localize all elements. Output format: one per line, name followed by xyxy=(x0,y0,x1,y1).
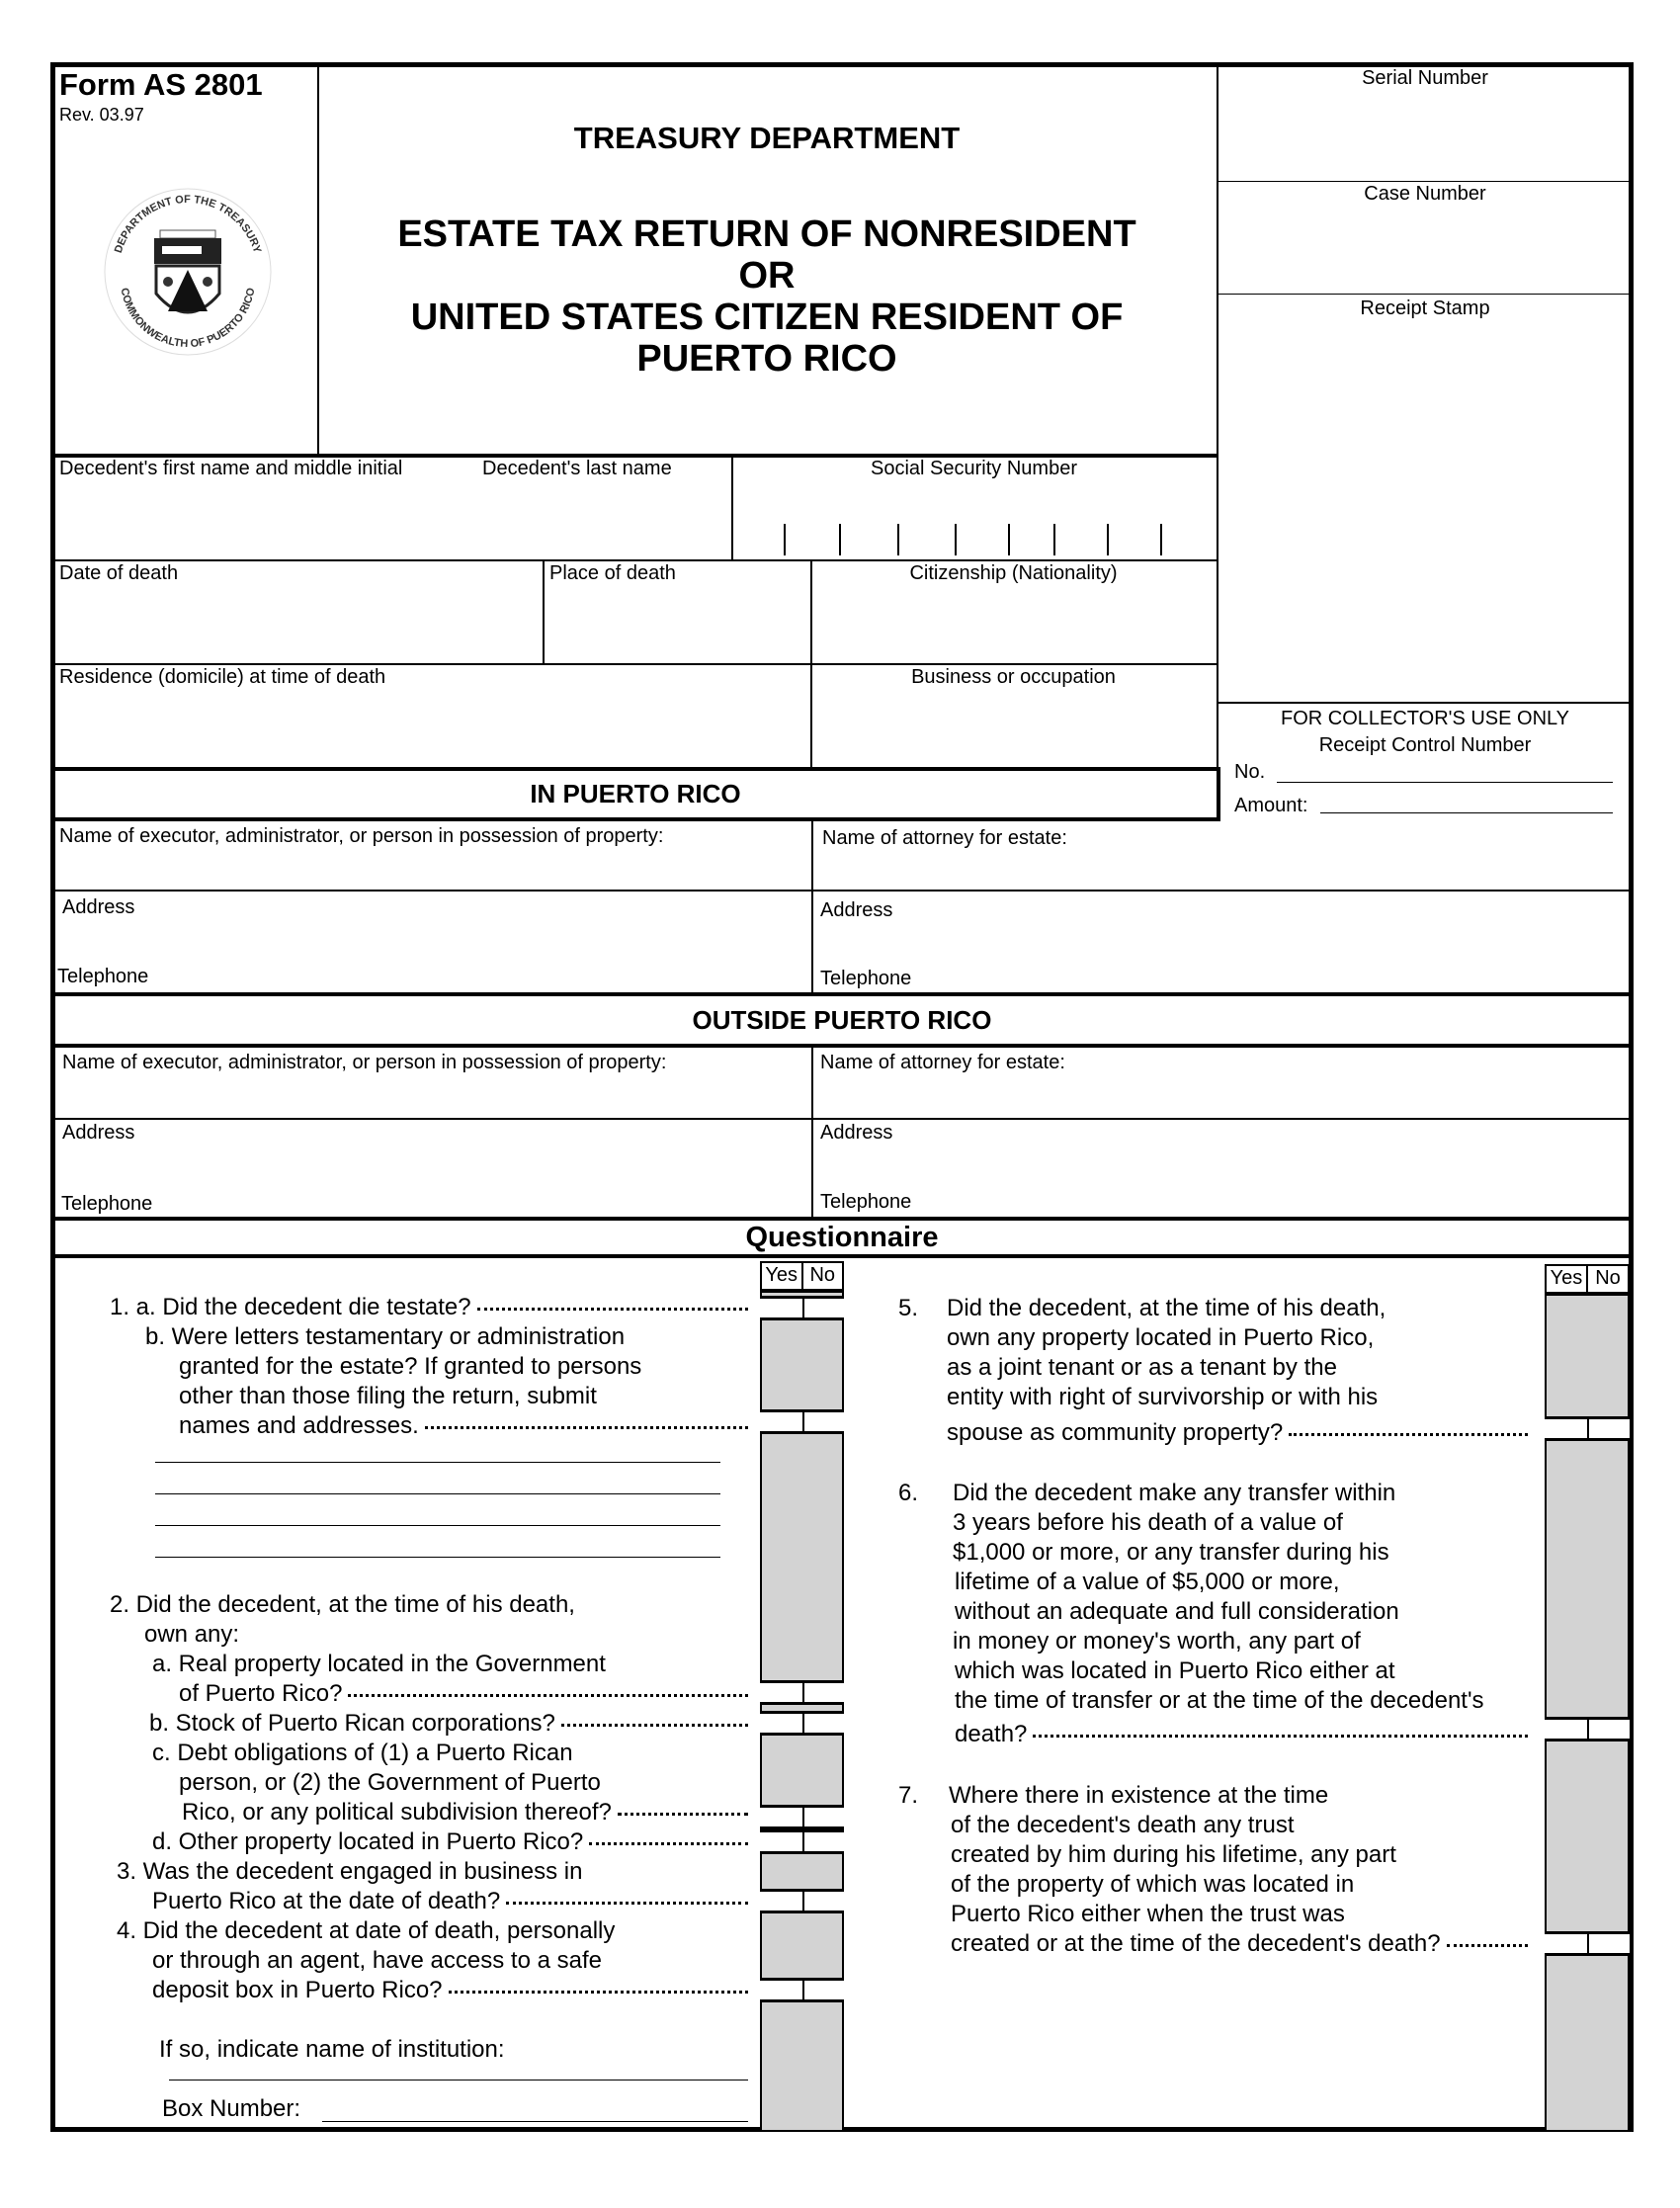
box-number-field[interactable] xyxy=(322,2121,748,2122)
form-title xyxy=(317,213,1217,380)
question-7: Where there in existence at the time xyxy=(949,1782,1329,1809)
outside-attorney-label: Name of attorney for estate: xyxy=(820,1052,1065,1073)
date-of-death-label: Date of death xyxy=(59,562,179,584)
question-1a: 1. a. Did the decedent die testate? xyxy=(110,1293,748,1322)
question-4: 4. Did the decedent at date of death, personally xyxy=(117,1917,616,1944)
question-1b: b. Were letters testamentary or administration xyxy=(145,1323,626,1350)
question-7: of the property of which was located in xyxy=(951,1871,1355,1898)
outside-executor-telephone-label: Telephone xyxy=(61,1193,153,1215)
amount-field[interactable] xyxy=(1320,812,1613,813)
names-addresses-line[interactable] xyxy=(155,1462,720,1463)
question-2c: person, or (2) the Government of Puerto xyxy=(179,1769,601,1796)
title-line: OR xyxy=(738,255,796,297)
question-4: deposit box in Puerto Rico? xyxy=(152,1976,748,2005)
question-6: without an adequate and full consideration xyxy=(955,1598,1399,1625)
left-yes-no-header xyxy=(760,1261,844,1293)
outside-executor-name-field[interactable] xyxy=(55,1077,808,1116)
question-3: Puerto Rico at the date of death? xyxy=(152,1887,748,1916)
box-number-label: Box Number: xyxy=(162,2095,301,2122)
q6-yes-no-checkbox[interactable] xyxy=(1545,1717,1630,1741)
first-name-label: Decedent's first name and middle initial xyxy=(59,458,403,479)
q5-yes-no-checkbox[interactable] xyxy=(1545,1416,1630,1441)
form-revision: Rev. 03.97 xyxy=(59,105,144,125)
names-addresses-line[interactable] xyxy=(155,1557,720,1558)
citizenship-field[interactable] xyxy=(813,587,1215,660)
question-2: 2. Did the decedent, at the time of his death, xyxy=(110,1591,575,1618)
right-yes-no-header xyxy=(1545,1264,1630,1296)
department-name: TREASURY DEPARTMENT xyxy=(573,121,961,155)
form-number: Form AS 2801 xyxy=(59,67,263,102)
question-7: created by him during his lifetime, any part xyxy=(951,1841,1396,1868)
questionnaire-header xyxy=(50,1217,1634,1258)
decedent-name-field[interactable] xyxy=(55,484,729,557)
serial-number-field[interactable] xyxy=(1218,91,1632,178)
institution-label: If so, indicate name of institution: xyxy=(159,2036,505,2063)
outside-attorney-telephone-label: Telephone xyxy=(820,1191,912,1213)
occupation-field[interactable] xyxy=(813,692,1215,763)
divider xyxy=(811,819,813,992)
citizenship-label: Citizenship (Nationality) xyxy=(909,562,1118,584)
question-3: 3. Was the decedent engaged in business in xyxy=(117,1858,583,1885)
question-2b: b. Stock of Puerto Rican corporations? xyxy=(149,1709,748,1739)
in-puerto-rico-header xyxy=(50,767,1220,821)
receipt-stamp-label: Receipt Stamp xyxy=(1360,297,1490,319)
date-of-death-field[interactable] xyxy=(55,587,540,660)
outside-attorney-name-field[interactable] xyxy=(814,1077,1631,1116)
attorney-address-field[interactable] xyxy=(814,923,1631,963)
question-5: own any property located in Puerto Rico, xyxy=(947,1324,1375,1351)
title-line: PUERTO RICO xyxy=(636,338,897,380)
residence-label: Residence (domicile) at time of death xyxy=(59,666,386,688)
q3-yes-no-checkbox[interactable] xyxy=(760,1889,844,1913)
executor-address-field[interactable] xyxy=(55,921,808,961)
outside-attorney-address-label: Address xyxy=(820,1122,893,1144)
no-label: No xyxy=(801,1263,843,1289)
section-title: IN PUERTO RICO xyxy=(530,779,741,808)
question-2d: d. Other property located in Puerto Rico? xyxy=(152,1827,748,1857)
treasury-seal-logo xyxy=(99,183,277,361)
question-5: Did the decedent, at the time of his death, xyxy=(947,1295,1386,1321)
outside-puerto-rico-header xyxy=(50,992,1634,1048)
names-addresses-line[interactable] xyxy=(155,1493,720,1494)
receipt-stamp-area xyxy=(1218,322,1632,698)
seal-top-text: DEPARTMENT OF THE TREASURY xyxy=(112,193,264,255)
question-5-number: 5. xyxy=(898,1295,919,1321)
divider xyxy=(50,1118,1634,1120)
outside-executor-address-field[interactable] xyxy=(55,1146,808,1188)
occupation-label: Business or occupation xyxy=(911,666,1116,688)
section-title: OUTSIDE PUERTO RICO xyxy=(692,1005,992,1035)
place-of-death-label: Place of death xyxy=(549,562,676,584)
question-2c: c. Debt obligations of (1) a Puerto Rican xyxy=(152,1740,573,1766)
question-5: as a joint tenant or as a tenant by the xyxy=(947,1354,1337,1381)
institution-name-field[interactable] xyxy=(169,2080,748,2081)
names-addresses-line[interactable] xyxy=(155,1525,720,1526)
executor-address-label: Address xyxy=(62,896,135,918)
executor-label: Name of executor, administrator, or person in possession of property: xyxy=(59,825,664,847)
case-number-field[interactable] xyxy=(1218,208,1632,292)
question-6: 3 years before his death of a value of xyxy=(953,1509,1343,1536)
question-1b: granted for the estate? If granted to persons xyxy=(179,1353,642,1380)
attorney-address-label: Address xyxy=(820,899,893,921)
no-label: No xyxy=(1586,1266,1628,1292)
q2b-yes-no-checkbox[interactable] xyxy=(760,1711,844,1736)
section-title: Questionnaire xyxy=(745,1222,939,1253)
q2c-yes-no-checkbox[interactable] xyxy=(760,1805,844,1829)
executor-telephone-label: Telephone xyxy=(57,966,149,987)
divider xyxy=(1217,702,1634,704)
serial-number-label: Serial Number xyxy=(1362,67,1488,89)
divider xyxy=(543,559,545,663)
question-2a: of Puerto Rico? xyxy=(179,1679,748,1709)
attorney-label: Name of attorney for estate: xyxy=(822,827,1067,849)
question-2c: Rico, or any political subdivision thereof? xyxy=(182,1798,748,1827)
receipt-no-field[interactable] xyxy=(1277,782,1613,783)
divider xyxy=(811,1047,813,1217)
collector-use-title: FOR COLLECTOR'S USE ONLY xyxy=(1280,708,1570,729)
question-6: Did the decedent make any transfer within xyxy=(953,1480,1396,1506)
question-6: $1,000 or more, or any transfer during his xyxy=(953,1539,1389,1566)
case-number-label: Case Number xyxy=(1364,183,1486,205)
residence-field[interactable] xyxy=(55,692,808,763)
divider xyxy=(1217,294,1634,295)
question-1b: names and addresses. xyxy=(179,1411,748,1441)
question-1b: other than those filing the return, submit xyxy=(179,1383,597,1409)
question-5: entity with right of survivorship or with his xyxy=(947,1384,1379,1410)
ssn-label: Social Security Number xyxy=(871,458,1077,479)
q1a-yes-no-checkbox[interactable] xyxy=(760,1296,844,1320)
question-7-number: 7. xyxy=(898,1782,919,1809)
title-line: ESTATE TAX RETURN OF NONRESIDENT xyxy=(397,213,1136,255)
divider xyxy=(50,890,1634,892)
amount-label: Amount: xyxy=(1234,795,1308,816)
question-6: which was located in Puerto Rico either at xyxy=(955,1657,1395,1684)
question-6: death? xyxy=(955,1720,1528,1749)
question-7: created or at the time of the decedent's death? xyxy=(951,1929,1528,1959)
outside-executor-address-label: Address xyxy=(62,1122,135,1144)
question-5: spouse as community property? xyxy=(947,1418,1528,1448)
question-6: the time of transfer or at the time of the decedent's xyxy=(955,1687,1484,1714)
question-2: own any: xyxy=(144,1621,240,1648)
q2a-yes-no-checkbox[interactable] xyxy=(760,1680,844,1705)
attorney-name-field[interactable] xyxy=(814,852,1631,888)
title-line: UNITED STATES CITIZEN RESIDENT OF xyxy=(410,297,1124,338)
outside-executor-label: Name of executor, administrator, or person in possession of property: xyxy=(62,1052,667,1073)
ssn-field[interactable] xyxy=(733,484,1216,557)
question-6: in money or money's worth, any part of xyxy=(953,1628,1361,1655)
question-7: of the decedent's death any trust xyxy=(951,1812,1295,1838)
attorney-telephone-label: Telephone xyxy=(820,968,912,989)
outside-attorney-address-field[interactable] xyxy=(814,1146,1631,1188)
question-6-number: 6. xyxy=(898,1480,919,1506)
place-of-death-field[interactable] xyxy=(546,587,808,660)
question-6: lifetime of a value of $5,000 or more, xyxy=(955,1569,1340,1595)
question-4: or through an agent, have access to a safe xyxy=(152,1947,602,1974)
q2d-yes-no-checkbox[interactable] xyxy=(760,1829,844,1854)
receipt-control-label: Receipt Control Number xyxy=(1318,734,1532,756)
last-name-label: Decedent's last name xyxy=(482,458,672,479)
seal-bottom-text: COMMONWEALTH OF PUERTO RICO xyxy=(118,287,258,351)
q7-yes-no-checkbox[interactable] xyxy=(1545,1931,1630,1956)
executor-name-field[interactable] xyxy=(55,850,808,888)
q4-yes-no-checkbox[interactable] xyxy=(760,1978,844,2002)
question-7: Puerto Rico either when the trust was xyxy=(951,1901,1345,1927)
receipt-no-label: No. xyxy=(1234,761,1266,783)
q1b-yes-no-checkbox[interactable] xyxy=(760,1409,844,1434)
yes-label: Yes xyxy=(765,1264,798,1286)
question-2a: a. Real property located in the Government xyxy=(152,1651,606,1677)
yes-label: Yes xyxy=(1550,1267,1583,1289)
